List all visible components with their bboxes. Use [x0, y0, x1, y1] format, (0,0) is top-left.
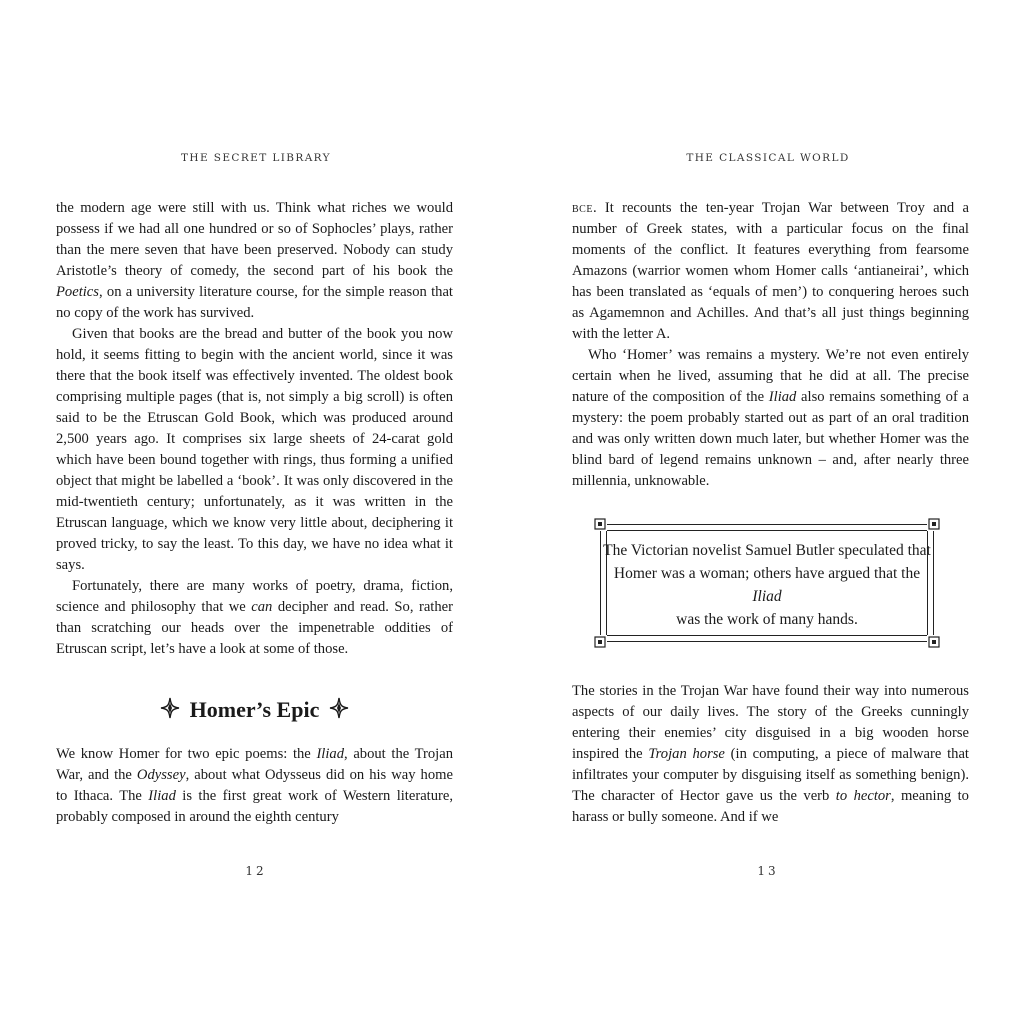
page-number-right: 13 [757, 864, 779, 878]
italic-term: to hector [835, 788, 891, 804]
italic-title: Iliad [316, 746, 345, 762]
text-run: , on a university literature course, for the simple reason that no copy of the work has survived. [56, 284, 453, 321]
paragraph [572, 345, 969, 492]
text-run: the modern age were still with us. Think what riches we would possess if we had all one hundred or so of Sophocles’ plays, rather than the mere seven that have been preserved. Nobody can study Aristotle’s theory of comedy, the second part of his book the [56, 200, 453, 279]
text-run: Who ‘Homer’ was remains a mystery. We’re not even entirely certain when he lived, assuming that he did at all. The precise nature of the composition of the [572, 347, 969, 405]
italic-title: Iliad [768, 389, 797, 405]
running-head-right: THE CLASSICAL WORLD [686, 152, 850, 164]
left-body-text-top [56, 198, 453, 660]
italic-title: Odyssey [136, 767, 186, 783]
italic-word: can [251, 599, 273, 615]
paragraph [56, 576, 453, 660]
italic-title: Iliad [752, 588, 782, 605]
text-run: decipher and read. So, rather than scratching our heads over the impenetrable oddities of Etruscan script, let’s have a look at some of those. [56, 599, 453, 657]
text-run: , meaning to harass or bully someone. And if we [572, 788, 969, 825]
text-run: Fortunately, there are many works of poetry, drama, fiction, science and philosophy that we [56, 578, 453, 615]
text-run: was the work of many hands. [676, 611, 858, 628]
era-abbreviation: bce [572, 200, 593, 216]
four-point-star-ornament-icon [329, 697, 349, 727]
box-corner-ornament-icon [593, 635, 607, 649]
text-run: (in computing, a piece of malware that infiltrates your computer by disguising itself as something benign). The character of Hector gave us the verb [572, 746, 969, 804]
running-head-left: THE SECRET LIBRARY [180, 152, 331, 164]
left-body-text-bottom [56, 744, 453, 828]
italic-title: Poetics [56, 284, 99, 300]
paragraph: Given that books are the bread and butter of the book you now hold, it seems fitting to begin with the ancient world, since it was there that the book itself was effectively invented. The oldest book comprising multiple pages (that is, not simply a big scroll) is often said to be the Etruscan Gold Book, which was produced around 2,500 years ago. It comprises six large sheets of 24-carat gold which have been bound together with rings, thus forming a unified object that might be labelled a ‘book’. It was only discovered in the mid-twentieth century; unfortunately, as it was written in the Etruscan language, which we know very little about, deciphering it proved tricky, to say the least. To this day, we have no idea what it says. [56, 326, 453, 573]
box-corner-ornament-icon [593, 517, 607, 531]
right-page [512, 0, 1024, 1025]
text-run: is the first great work of Western literature, probably composed in around the eighth century [56, 788, 454, 825]
text-run: The Victorian novelist Samuel Butler speculated that Homer was a woman; others have argued that the [603, 542, 931, 582]
sidebar-quote-text [601, 539, 933, 631]
page-number-left: 12 [245, 864, 267, 878]
paragraph [56, 744, 453, 828]
paragraph [572, 681, 969, 828]
four-point-star-ornament-icon [160, 697, 180, 727]
paragraph [56, 198, 453, 324]
right-body-text-top [572, 198, 969, 492]
text-run: also remains something of a mystery: the poem probably started out as part of an oral tradition and was only written down much later, but whether Homer was the blind bard of legend remains unknown – and, after nearly three millennia, unknowable. [572, 389, 969, 489]
text-run: , about what Odysseus did on his way home to Ithaca. The [56, 767, 453, 804]
section-heading [56, 695, 453, 727]
left-page [0, 0, 512, 1025]
italic-title: Iliad [148, 788, 176, 804]
text-run: The stories in the Trojan War have found their way into numerous aspects of our daily lives. The story of the Greeks cunningly entering their enemies’ city disguised in a big wooden horse inspired the [572, 683, 969, 762]
text-run: . It recounts the ten-year Trojan War between Troy and a number of Greek states, with a particular focus on the final moments of the conflict. It features everything from fearsome Amazons (warrior women whom Homer calls ‘antianeirai’, which has been translated as ‘equals of men’) to conquering heroes such as Agamemnon and Achilles. And that’s all just things beginning with the letter A. [572, 200, 969, 342]
right-body-text-bottom [572, 681, 969, 828]
section-heading-text: Homer’s Epic [189, 697, 320, 722]
paragraph [572, 198, 969, 345]
box-corner-ornament-icon [927, 517, 941, 531]
italic-term: Trojan horse [648, 746, 725, 762]
box-corner-ornament-icon [927, 635, 941, 649]
sidebar-callout-box [600, 524, 934, 642]
text-run: , about the Trojan War, and the [56, 746, 453, 783]
text-run: We know Homer for two epic poems: the [56, 746, 317, 762]
